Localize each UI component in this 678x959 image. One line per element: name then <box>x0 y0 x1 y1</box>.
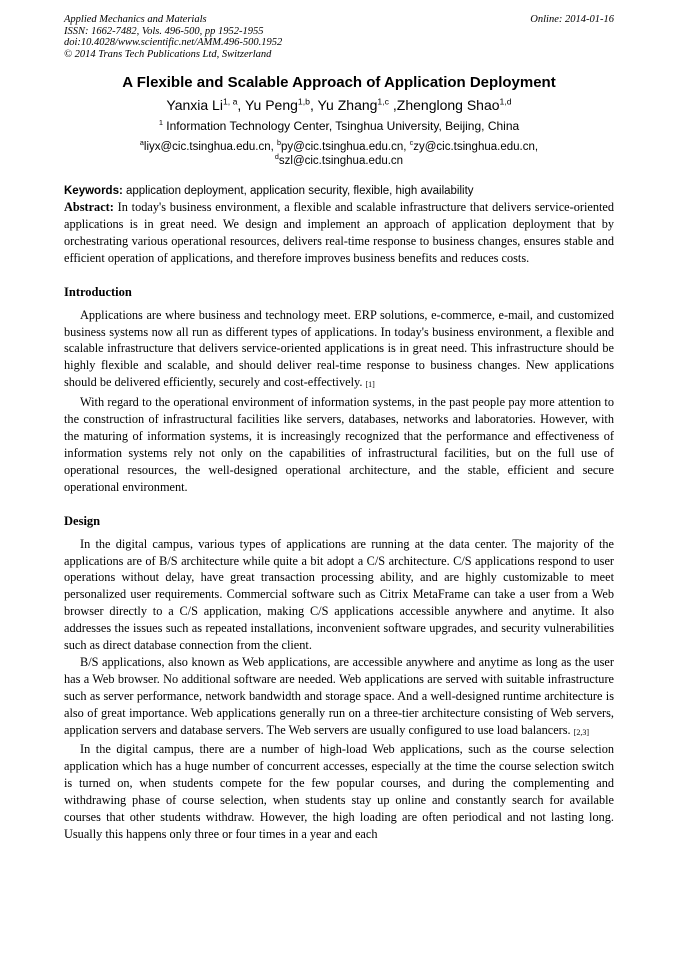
paragraph: With regard to the operational environment of information systems, in the past people pay more attention to the construction of infrastructural facilities like servers, databases, networks and laboratories. However, with the maturing of information systems, it is increasingly recognized that the performance and effectiveness of information systems rely not only on the capabilities of infrastructural facilities, but on the full use of operational resources, the well-designed operational architecture, and the stable, efficient and secure operational environment. <box>64 395 614 494</box>
journal-name: Applied Mechanics and Materials <box>64 14 207 25</box>
author-list <box>64 96 614 114</box>
abstract-label: Abstract: <box>64 200 114 214</box>
section-heading-design: Design <box>64 513 101 528</box>
section-heading-introduction: Introduction <box>64 284 132 299</box>
paragraph: B/S applications, also known as Web applications, are accessible anywhere and anytime as long as the user has a Web browser. No additional software are needed. Web applications are served with suitable infrastructure such as server performance, network bandwidth and storage space. And a well-designed runtime architecture is also of great importance. Web applications generally run on a three-tier architecture consisting of Web servers, application servers and database servers. The Web servers are usually configured to use load balancers. [2,3] <box>64 654 614 737</box>
abstract-text: In today's business environment, a flexible and scalable infrastructure that delivers service-oriented applications is in great need. We design and implement an approach of application deployment that by orchestrating various operational resources, delivers real-time response to business changes, ensures stable and efficient operation of applications, and therefore improves business benefits and reduces costs. <box>64 200 614 265</box>
abstract <box>64 199 614 267</box>
issn-line: ISSN: 1662-7482, Vols. 496-500, pp 1952-1955 <box>64 25 264 37</box>
paper-title: A Flexible and Scalable Approach of Application Deployment <box>122 74 556 91</box>
author: Yu Peng$^{1,b}$, <box>244 96 318 113</box>
author: Yu Zhang$^{1,c}$ , <box>317 96 397 113</box>
paper-page <box>64 14 614 843</box>
keywords-label: Keywords: <box>64 185 123 197</box>
affiliation: $^1$ Information Technology Center, Tsinghua University, Beijing, China <box>158 118 520 133</box>
online-date: Online: 2014-01-16 <box>530 14 614 25</box>
email: $^b$py@cic.tsinghua.edu.cn, <box>277 139 410 153</box>
journal-header <box>64 14 614 26</box>
paragraph: In the digital campus, there are a number of high-load Web applications, such as the course selection application which has a huge number of concurrent accesses, especially at the time the course selection switch is turned on, when students compete for the few popular courses, and during the complementing and withdrawing phase of course selection, when students stay up online and constantly search for available courses that other students withdraw. However, the high loading are often periodical and not lasting long. Usually this happens only three or four times in a year and each <box>64 742 614 841</box>
email: $^d$szl@cic.tsinghua.edu.cn <box>274 153 404 167</box>
citation: [1] <box>365 380 375 390</box>
author: Zhenglong Shao$^{1,d}$ <box>396 96 512 113</box>
doi-line: doi:10.4028/www.scientific.net/AMM.496-500.1952 <box>64 37 283 48</box>
paragraph: In the digital campus, various types of applications are running at the data center. The majority of the applications are of B/S architecture while quite a bit adopt a C/S architecture. C/S applications respond to user operations without delay, have great transaction processing ability, and are highly customizable to meet personalized user requirements. Commercial software such as Citrix MetaFrame can take a user from a Web browser directly to a C/S application, making C/S applications accessible anywhere and anytime. It also addresses the issues such as repeated installations, inconvenient software upgrades, and security vulnerabilities such as direct database connection from the client. <box>64 536 614 653</box>
keywords-text: application deployment, application security, flexible, high availability <box>122 185 474 197</box>
citation: [2,3] <box>573 727 590 737</box>
copyright-line: © 2014 Trans Tech Publications Ltd, Switzerland <box>64 48 272 60</box>
keywords <box>64 184 614 199</box>
email-list <box>64 140 614 168</box>
author: Yanxia Li$^{1, a}$, <box>166 96 245 113</box>
email: $^c$zy@cic.tsinghua.edu.cn, <box>409 139 539 153</box>
email: $^a$liyx@cic.tsinghua.edu.cn, <box>139 139 278 153</box>
paragraph: Applications are where business and technology meet. ERP solutions, e-commerce, e-mail, and customized business systems now all run as different types of applications. In today's business environment, a flexible and scalable infrastructure that delivers service-oriented applications is in great need. This infrastructure should be highly flexible and scalable, and should deliver real-time response to business changes. New applications should be delivered efficiently, securely and cost-effectively. [1] <box>64 307 614 390</box>
